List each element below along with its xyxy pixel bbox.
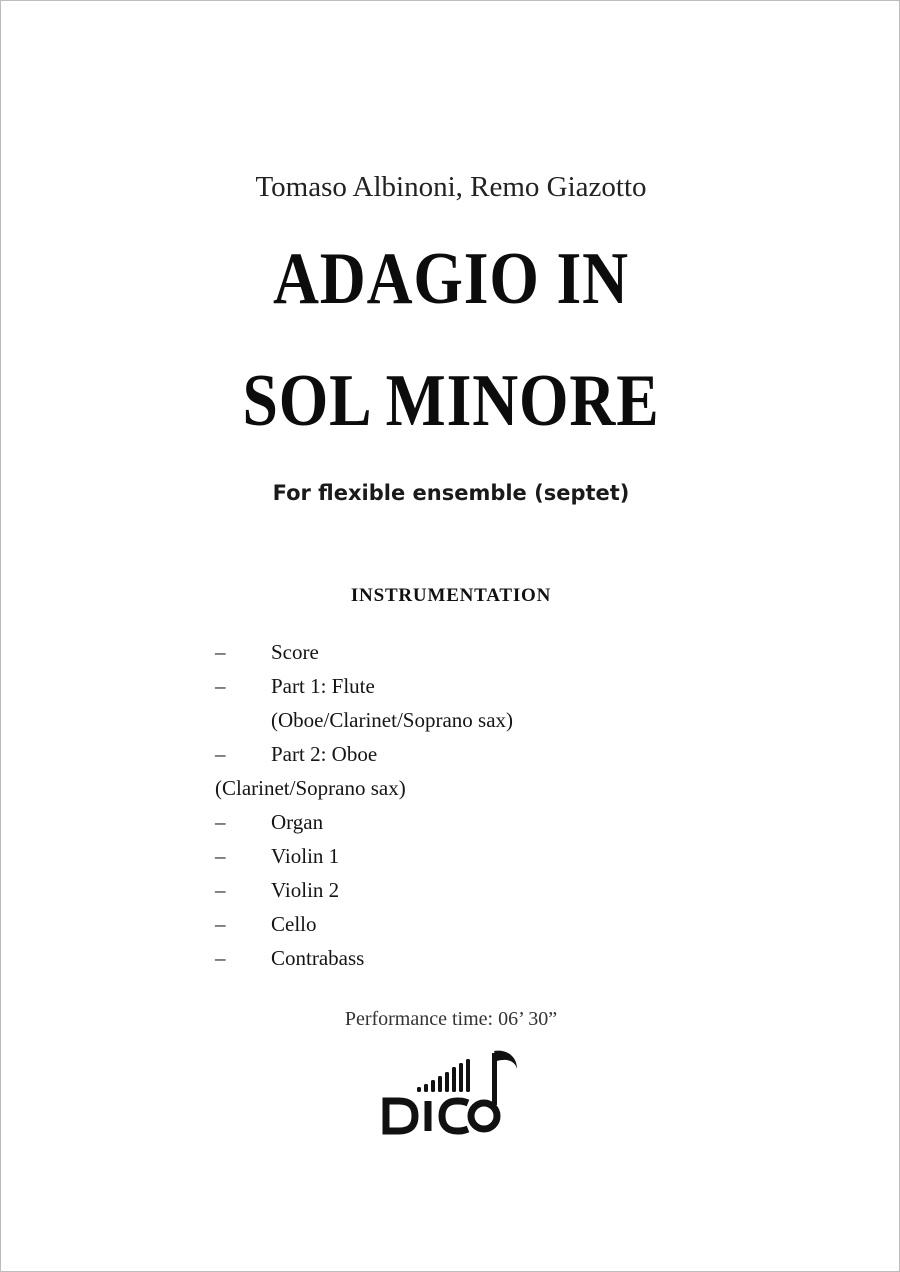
list-dash: –	[215, 878, 226, 902]
list-item	[1, 635, 900, 669]
list-item-text: Score	[271, 640, 319, 664]
list-item-text: Violin 1	[271, 844, 340, 868]
list-item-text: (Clarinet/Soprano sax)	[215, 776, 406, 800]
list-item	[1, 941, 900, 975]
list-item-text: Cello	[271, 912, 317, 936]
performance-time: Performance time: 06’ 30”	[344, 1008, 558, 1030]
instrumentation-list	[1, 635, 900, 975]
list-item	[1, 907, 900, 941]
list-item-continuation	[1, 771, 900, 805]
list-dash: –	[215, 742, 226, 766]
list-dash: –	[215, 640, 226, 664]
title-line-2: SOL MINORE	[242, 360, 660, 442]
list-item	[1, 737, 900, 771]
list-item-continuation	[1, 703, 900, 737]
list-item	[1, 873, 900, 907]
list-dash: –	[215, 946, 226, 970]
title-line-1: ADAGIO IN	[272, 238, 630, 320]
subtitle: For flexible ensemble (septet)	[272, 481, 630, 505]
list-item	[1, 669, 900, 703]
list-dash: –	[215, 674, 226, 698]
list-item-text: Contrabass	[271, 946, 365, 970]
instrumentation-heading: INSTRUMENTATION	[350, 585, 552, 606]
composers: Tomaso Albinoni, Remo Giazotto	[255, 171, 647, 203]
list-item-text: Organ	[271, 810, 324, 834]
list-item	[1, 805, 900, 839]
list-item-text: Violin 2	[271, 878, 340, 902]
list-item-text: (Oboe/Clarinet/Soprano sax)	[271, 708, 514, 732]
list-dash: –	[215, 844, 226, 868]
dico-logo-graphic	[381, 1045, 523, 1141]
dico-logo	[381, 1045, 523, 1141]
list-item-text: Part 1: Flute	[271, 674, 375, 698]
list-item	[1, 839, 900, 873]
list-dash: –	[215, 912, 226, 936]
list-dash: –	[215, 810, 226, 834]
list-item-text: Part 2: Oboe	[271, 742, 378, 766]
